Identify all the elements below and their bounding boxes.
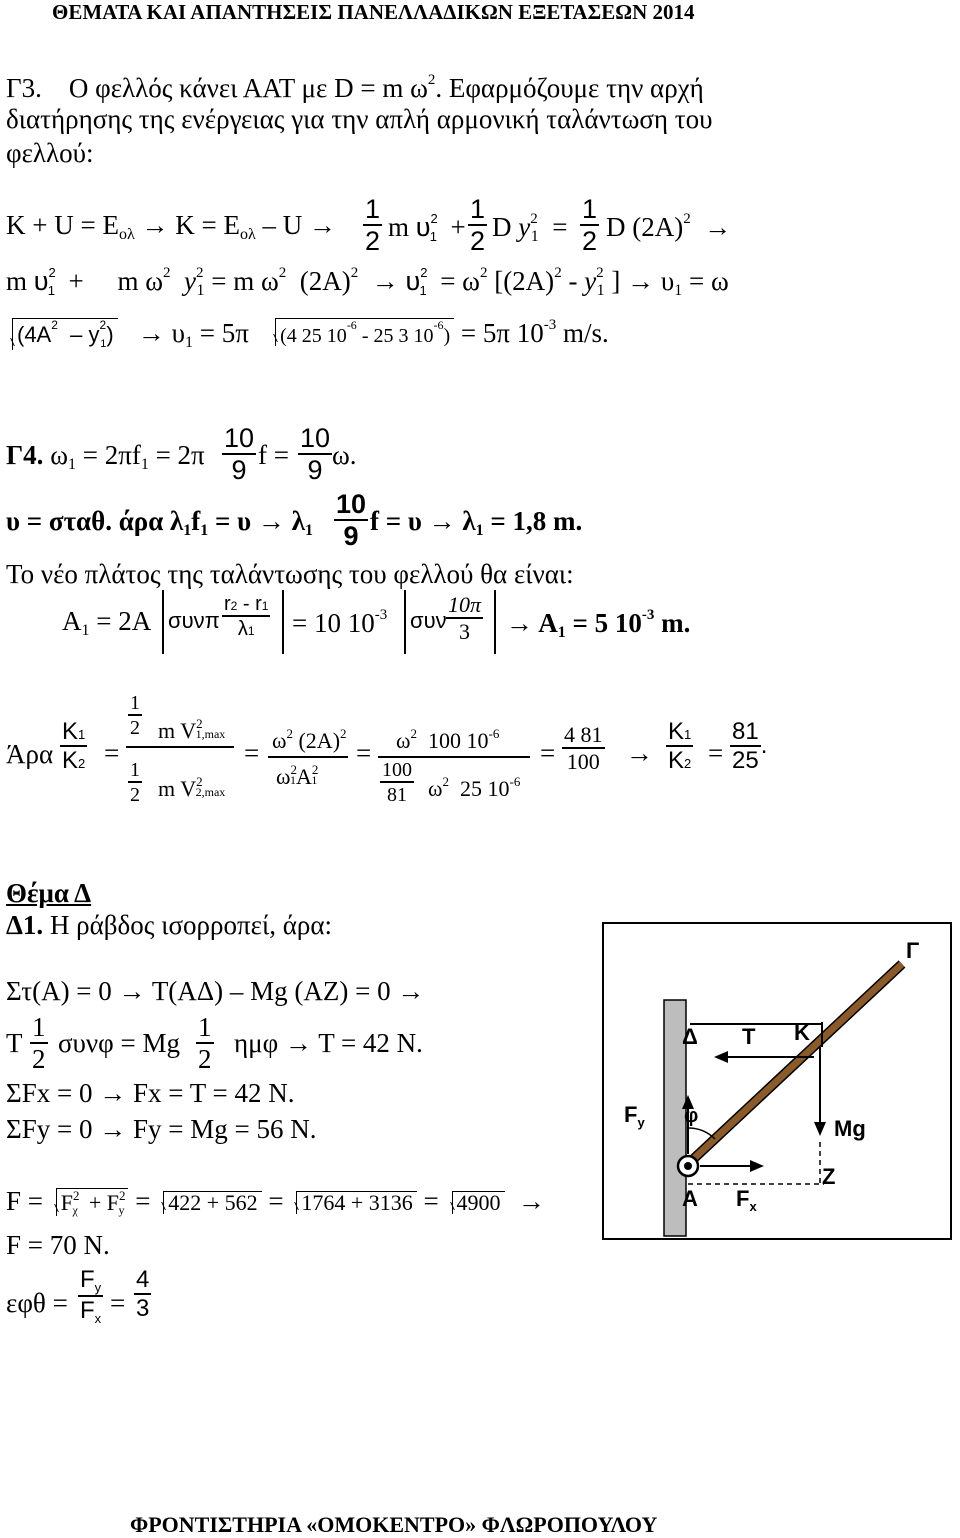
frac-line [126, 746, 234, 748]
hinge-center [684, 1162, 692, 1170]
g4-line1: Γ4. $\omega_1 = 2\pi f_1 = 2\pi$ [6, 440, 205, 473]
g4-omega-end: ω. [332, 440, 357, 470]
d-l7a: εφθ = [6, 1288, 68, 1318]
eq1-half-2: $\frac{1}{2}$ [470, 194, 486, 256]
g4-line2: υ = σταθ. άρα $\lambda_1f_1 = \upsilon \to \lambda_1$ [6, 506, 313, 539]
eq1-d2a: D $(2A)^2$ → [606, 211, 732, 242]
g3-eq3: $(4A^2 - y^2_1) \to \upsilon_1 = 5\pi$ (4 25 $10^{-6} - 25$ 3 $10^{-6}) = 5\pi$ $10^{-3}$ m/s. [6, 318, 609, 351]
d-frac-43: $\frac{4}{3}$ [136, 1266, 150, 1322]
g3-eq1: $K + U = E_{o\lambda} \to K = E_{o\lambda} - U$ → [6, 210, 336, 243]
rod-diagram [602, 922, 952, 1240]
d-l5: $F = F^2\chi + F^2y = 422 + 562 = 1764 + 3136 = 4900$ → [6, 1186, 546, 1217]
Fx-arrowhead [750, 1160, 764, 1172]
g3-eq2: m $\upsilon^2_1$ + m $\omega^2$ $y^2_1 = m$ $\omega^2$ $(2A)^2 \to \upsilon^2_1 = \omega^2$ [$(2A)^2 - y^2_1$ ] → $\upsilon_1 = \omega$ [6, 265, 729, 299]
ratio-num2: $\omega^2$ $(2A)^2$ [272, 726, 347, 753]
eq1-sub: ολ [118, 226, 135, 243]
d-frac-f: $\frac{F_y}{F_x}$ [80, 1266, 102, 1326]
g3-label: Γ3. [6, 73, 42, 103]
page-header: ΘΕΜΑΤΑ ΚΑΙ ΑΠΑΝΤΗΣΕΙΣ ΠΑΝΕΛΛΑΔΙΚΩΝ ΕΞΕΤΑΣΕΩΝ 2014 [52, 0, 695, 24]
T-arrowhead [714, 1051, 728, 1063]
g4-amp-frac: $\frac{r2 - r1}{\lambda 1}$ [224, 593, 269, 640]
g4-line2-end: $f = \upsilon \to \lambda_1 = 1,8$ m. [370, 506, 583, 539]
eq1-half-1: $\frac{1}{2}$ [365, 194, 381, 256]
ratio-half1: $\frac{1}{2}$ [130, 692, 140, 739]
g3-text1: Ο φελλός κάνει ΑΑΤ με D = m ω [68, 73, 428, 103]
ratio-k2: $\frac{K1}{K2}$ [668, 718, 692, 774]
label-G: Γ [906, 938, 920, 963]
ratio-num4: $\frac{4 81}{100}$ [564, 722, 603, 774]
label-T: Τ [742, 1024, 756, 1049]
d-l6: F = 70 N. [6, 1230, 110, 1260]
g3-line3: φελλού: [6, 138, 94, 168]
ratio-eq4: = [540, 738, 556, 768]
g3-text1b: . Εφαρμόζουμε την αρχή [435, 73, 704, 103]
label-Fx: $F_x$ [736, 1186, 757, 1214]
g4-omega: ω [50, 440, 68, 470]
page-footer: ΦΡΟΝΤΙΣΤΗΡΙΑ «ΟΜΟΚΕΝΤΡΟ» ΦΛΩΡΟΠΟΥΛΟΥ [130, 1512, 658, 1537]
frac-line [378, 756, 530, 758]
eq1-a: K + U = E [6, 210, 119, 240]
g4-amp-res: → $A_1 = 5$ $10^{-3}$ m. [506, 607, 691, 641]
d-l2a: Τ [6, 1028, 23, 1058]
ratio-eq: = [104, 738, 120, 768]
ratio-half2: $\frac{1}{2}$ [130, 759, 140, 806]
label-Fy: $F_y$ [624, 1102, 645, 1130]
abs-bar [404, 590, 406, 654]
ratio-ara: Άρα [6, 739, 54, 769]
d-l3: ΣFx = 0 → Fx = T = 42 N. [6, 1078, 295, 1108]
g4-amp-frac2: $\frac{10\pi}{3}$ [448, 592, 482, 644]
label-phi: φ [684, 1105, 699, 1127]
label-K: Κ [794, 1020, 810, 1045]
arrow-icon: → [141, 210, 169, 240]
g3-line1: Γ3. Ο φελλός κάνει ΑΑΤ με D = m $\omega^2$. Εφαρμόζουμε την αρχή [6, 72, 704, 103]
label-A: A [682, 1186, 698, 1211]
ratio-num3: $\omega^2$ 100 $10^{-6}$ [396, 726, 500, 753]
ratio-eq3: = [356, 738, 372, 768]
Mg-arrowhead [814, 1122, 826, 1136]
g4-amp-cos2: συν [410, 608, 447, 633]
eq1-b: K = E [175, 210, 240, 240]
frac-line [268, 756, 348, 758]
g4-amp-mid: = 10 $10^{-3}$ [292, 607, 388, 638]
abs-bar [162, 590, 164, 654]
eq1-dy: D $y^2_1$ = [492, 211, 568, 245]
arrow-icon: → [626, 738, 653, 768]
ratio-eq2: = [244, 738, 260, 768]
g3-line2: διατήρησης της ενέργειας για την απλή αρμονική ταλάντωση του [6, 104, 713, 134]
d-half2: $\frac{1}{2}$ [198, 1012, 212, 1074]
ratio-den2: $\omega^21A^21$ [276, 762, 319, 789]
eq1-mu: m $\upsilon^2_1$ + [388, 211, 466, 244]
g4-label: Γ4. [6, 440, 44, 470]
eq3-res: = 5π 10 [460, 318, 544, 348]
eq1-c: – U [262, 210, 303, 240]
ratio-eq5: = [708, 738, 724, 768]
d1-line: Δ1. Η ράβδος ισορροπεί, άρα: [6, 910, 332, 940]
label-D: Δ [682, 1024, 698, 1049]
d-heading: Θέμα Δ [6, 878, 92, 908]
label-Z: Z [822, 1164, 836, 1189]
d-l1: Στ(Α) = 0 → Τ(ΑΔ) – Mg (ΑΖ) = 0 → [6, 976, 425, 1006]
eq1-half-3: $\frac{1}{2}$ [582, 194, 598, 256]
g4-2pi: = 2π [155, 440, 205, 470]
g4-amp-cos: συνπ [168, 608, 220, 633]
g4-frac2: $\frac{10}{9}$ [300, 423, 331, 485]
d-l2c: ημφ → Τ = 42 Ν. [234, 1028, 423, 1058]
g4-2pif: = 2πf [82, 440, 141, 470]
ratio-mv2: m $V^22,\max$ [158, 774, 226, 801]
ratio-den3: $\omega^2$ 25 $10^{-6}$ [428, 774, 521, 801]
abs-bar [282, 590, 284, 654]
d-half1: $\frac{1}{2}$ [32, 1012, 46, 1074]
g4-line3: Το νέο πλάτος της ταλάντωσης του φελλού θα είναι: [6, 559, 574, 589]
ratio-result: $\frac{81}{25}$ . [732, 718, 768, 774]
eq3-units: m/s. [563, 318, 609, 348]
arrow-icon: → [308, 210, 336, 240]
d-l7b: = [110, 1288, 126, 1318]
ratio-mv1: m $V^21,\max$ [158, 716, 226, 743]
rod [687, 964, 902, 1165]
d-l2b: συνφ = Mg [58, 1028, 180, 1058]
label-Mg: Mg [834, 1116, 866, 1141]
ratio-k: $\frac{K1}{K2}$ [62, 718, 86, 774]
g4-f: f = [258, 440, 289, 470]
g4-frac3: $\frac{10}{9}$ [336, 489, 367, 551]
ratio-100-81: $\frac{100}{81}$ [382, 759, 412, 806]
g4-frac1: $\frac{10}{9}$ [224, 423, 255, 485]
g4-amp-a: $A_1 = 2A$ [62, 606, 152, 639]
d-l4: ΣFy = 0 → Fy = Mg = 56 N. [6, 1114, 317, 1144]
abs-bar [494, 590, 496, 654]
